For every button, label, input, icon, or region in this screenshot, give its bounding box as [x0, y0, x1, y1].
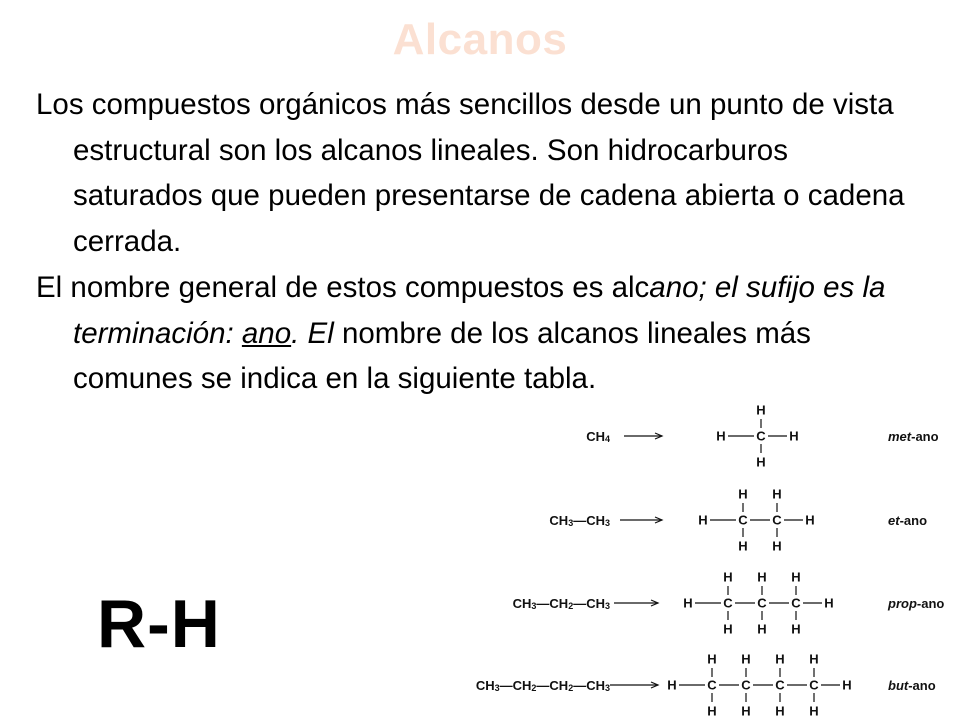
carbon-atom: C: [809, 677, 819, 693]
slide-body: [36, 82, 916, 403]
hydrogen-atom: H: [756, 402, 766, 418]
condensed-formula: $CH_3—CH_2—CH_2—CH_3$: [475, 677, 610, 693]
carbon-atom: C: [738, 512, 748, 528]
carbon-atom: C: [772, 512, 782, 528]
alkane-name: et-ano: [888, 512, 928, 528]
hydrogen-atom: H: [698, 512, 708, 528]
hydrogen-atom: H: [809, 651, 819, 667]
hydrogen-atom: H: [775, 651, 785, 667]
paragraph-definition: Los compuestos orgánicos más sencillos desde un punto de vista estructural son los alcanos lineales. Son hidrocarburos saturados que pueden presentarse de cadena abierta o cadena cerrada.: [36, 88, 905, 258]
carbon-atom: C: [723, 595, 733, 611]
condensed-formula: $CH_3—CH_3$: [549, 512, 610, 528]
alkane-name: prop-ano: [888, 595, 945, 611]
hydrogen-atom: H: [775, 703, 785, 719]
hydrogen-atom: H: [757, 569, 767, 585]
hydrogen-atom: H: [741, 651, 751, 667]
hydrogen-atom: H: [805, 512, 815, 528]
hydrogen-atom: H: [824, 595, 834, 611]
carbon-atom: C: [756, 428, 766, 444]
paragraph-naming: [36, 265, 916, 402]
alkane-name: but-ano: [888, 677, 936, 693]
naming-text-2: ano; el sufijo es la terminación:: [73, 271, 886, 350]
hydrogen-atom: H: [707, 703, 717, 719]
carbon-atom: C: [757, 595, 767, 611]
carbon-atom: C: [707, 677, 717, 693]
hydrogen-atom: H: [683, 595, 693, 611]
general-formula: R-H: [97, 586, 221, 662]
hydrogen-atom: H: [789, 428, 799, 444]
hydrogen-atom: H: [809, 703, 819, 719]
hydrogen-atom: H: [723, 569, 733, 585]
hydrogen-atom: H: [791, 569, 801, 585]
hydrogen-atom: H: [757, 621, 767, 637]
hydrogen-atom: H: [772, 538, 782, 554]
naming-text-5: nombre de los alcanos lineales más comunes se indica en la siguiente tabla.: [73, 316, 811, 395]
naming-text-1: El nombre general de estos compuestos es alc: [36, 271, 650, 304]
alkanes-table-figure: [400, 398, 960, 720]
hydrogen-atom: H: [741, 703, 751, 719]
hydrogen-atom: H: [723, 621, 733, 637]
alkanes-structures-svg: [400, 398, 960, 720]
hydrogen-atom: H: [667, 677, 677, 693]
carbon-atom: C: [775, 677, 785, 693]
hydrogen-atom: H: [791, 621, 801, 637]
hydrogen-atom: H: [772, 486, 782, 502]
alkane-name: met-ano: [888, 428, 939, 444]
hydrogen-atom: H: [738, 486, 748, 502]
condensed-formula: $CH_4$: [586, 428, 610, 444]
hydrogen-atom: H: [716, 428, 726, 444]
carbon-atom: C: [741, 677, 751, 693]
hydrogen-atom: H: [707, 651, 717, 667]
suffix-ano: ano: [241, 316, 292, 350]
condensed-formula: $CH_3—CH_2—CH_3$: [512, 595, 610, 611]
hydrogen-atom: H: [738, 538, 748, 554]
naming-text-4: . El: [291, 316, 334, 350]
hydrogen-atom: H: [756, 454, 766, 470]
slide-title: Alcanos: [392, 15, 568, 64]
carbon-atom: C: [791, 595, 801, 611]
hydrogen-atom: H: [842, 677, 852, 693]
